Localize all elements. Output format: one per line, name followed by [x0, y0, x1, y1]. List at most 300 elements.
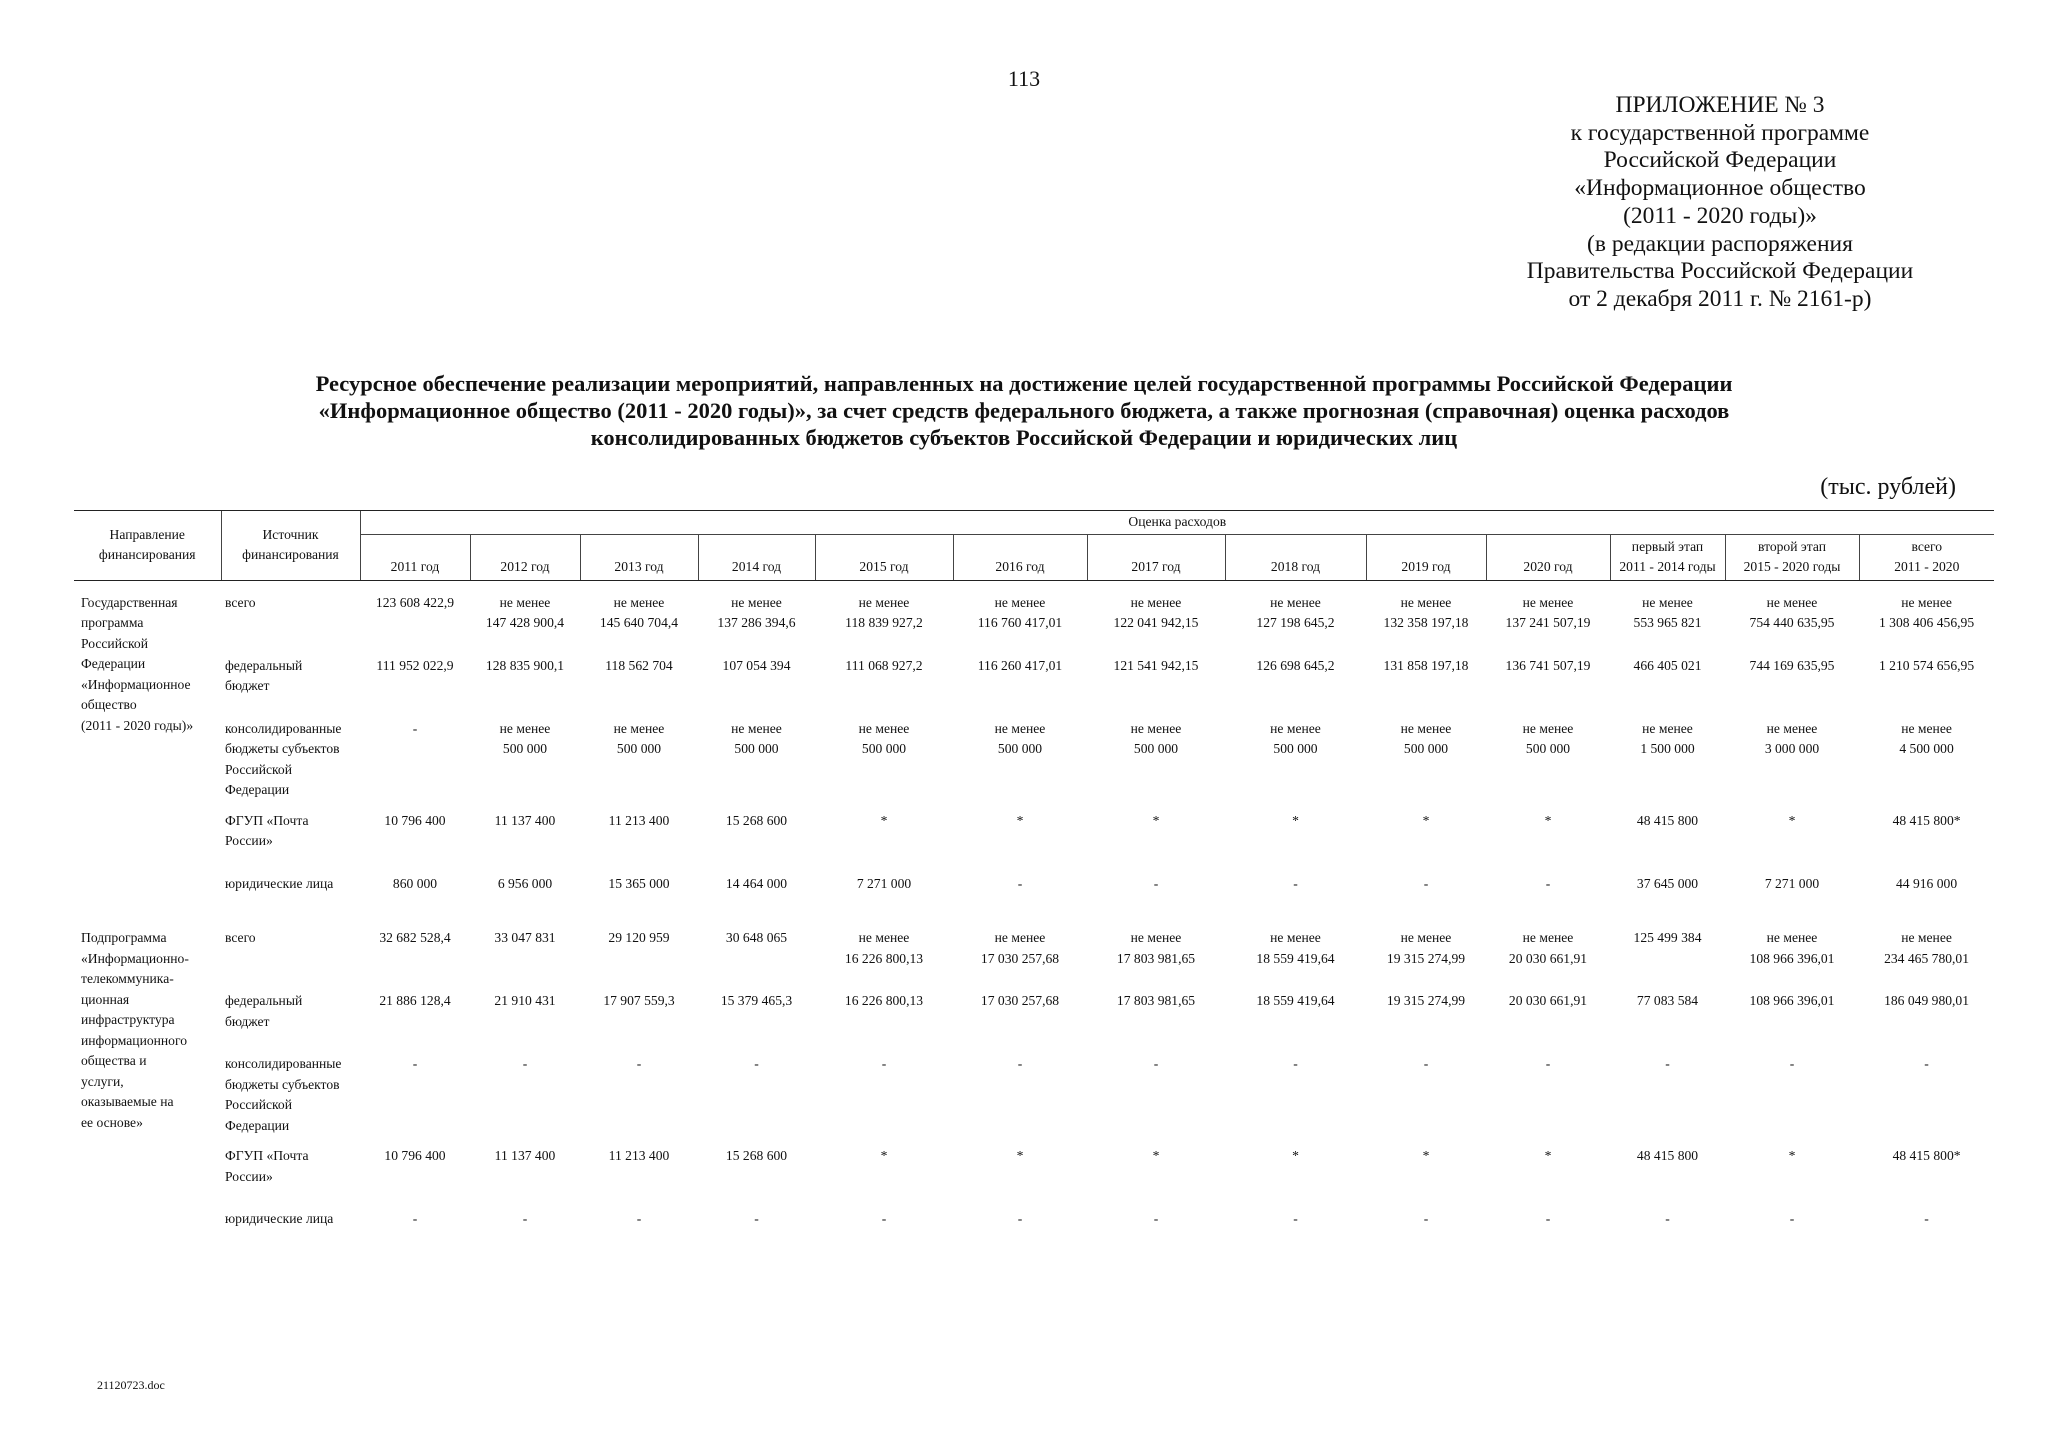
value-cell: [470, 1146, 580, 1209]
value-line: -: [1665, 1211, 1670, 1226]
value-line: не менее: [994, 720, 1046, 736]
value-cell: [815, 719, 953, 811]
value-line: 17 907 559,3: [603, 993, 675, 1008]
header-year: 2013 год: [580, 534, 698, 580]
value-cell: [815, 1054, 953, 1146]
value-cell: [1859, 656, 1994, 719]
value-line: не менее: [1901, 720, 1952, 736]
appendix-line: от 2 декабря 2011 г. № 2161-р): [1568, 285, 1872, 312]
source-line: всего: [225, 930, 256, 945]
value-line: 20 030 661,91: [1508, 950, 1588, 966]
value-cell: [815, 991, 953, 1054]
source-line: консолидированные: [225, 720, 342, 736]
header-year: 2016 год: [953, 534, 1087, 580]
value-line: -: [1293, 1056, 1298, 1071]
value-line: 136 741 507,19: [1505, 657, 1591, 673]
value-line: не менее: [1766, 720, 1818, 736]
value-line: -: [1545, 1056, 1551, 1071]
value-line: 77 083 584: [1636, 993, 1699, 1008]
value-cell: [580, 811, 698, 874]
value-line: -: [1153, 1211, 1159, 1226]
value-line: 11 137 400: [494, 1148, 556, 1163]
value-line: 118 839 927,2: [845, 615, 923, 630]
value-line: 466 405 021: [1633, 657, 1702, 673]
direction-cell: [74, 593, 221, 917]
value-cell: [1486, 811, 1610, 874]
value-line: 147 428 900,4: [485, 615, 565, 630]
value-cell: [470, 719, 580, 811]
value-cell: [580, 928, 698, 991]
value-cell: [698, 593, 815, 656]
value-cell: [953, 656, 1087, 719]
direction-line: общества и: [81, 1053, 147, 1068]
value-line: *: [1016, 1148, 1024, 1163]
header-stage-2: второй этап 2015 - 2020 годы: [1725, 534, 1859, 580]
value-line: не менее: [499, 720, 551, 736]
value-cell: [470, 991, 580, 1054]
value-cell: [1725, 811, 1859, 874]
value-cell: [953, 928, 1087, 991]
value-line: 132 358 197,18: [1383, 615, 1469, 630]
value-cell: [953, 811, 1087, 874]
value-line: 116 260 417,01: [977, 657, 1063, 673]
value-line: *: [1544, 1148, 1552, 1163]
value-cell: [1225, 1146, 1366, 1209]
value-line: 186 049 980,01: [1884, 993, 1970, 1008]
value-cell: [698, 656, 815, 719]
value-line: -: [1545, 875, 1551, 891]
value-cell: [1486, 1054, 1610, 1146]
title-line: Ресурсное обеспечение реализации мероприятий, направленных на достижение целей государственной программы Российской Федерации: [315, 371, 1733, 396]
value-line: 118 562 704: [605, 657, 673, 673]
value-cell: [815, 656, 953, 719]
value-line: *: [1422, 1148, 1430, 1163]
value-cell: [580, 1146, 698, 1209]
source-line: бюджет: [225, 1013, 270, 1029]
direction-line: ционная: [81, 991, 130, 1007]
value-cell: [470, 1054, 580, 1146]
appendix-line: Правительства Российской Федерации: [1526, 258, 1914, 285]
header-total: всего 2011 - 2020: [1859, 534, 1994, 580]
value-cell: [1366, 811, 1486, 874]
value-cell: [1486, 874, 1610, 917]
value-cell: [1087, 1209, 1225, 1252]
value-cell: [1366, 1209, 1486, 1252]
value-cell: [1486, 928, 1610, 991]
value-line: не менее: [1400, 594, 1452, 610]
value-cell: [953, 1209, 1087, 1252]
value-line: 122 041 942,15: [1113, 615, 1199, 630]
value-cell: [1610, 593, 1725, 656]
value-cell: [815, 1209, 953, 1252]
value-line: 108 966 396,01: [1749, 950, 1835, 966]
value-line: -: [522, 1056, 528, 1071]
value-cell: [953, 593, 1087, 656]
value-line: 500 000: [1133, 741, 1179, 756]
value-cell: [953, 719, 1087, 811]
value-cell: [1610, 1146, 1725, 1209]
value-line: -: [1789, 1211, 1795, 1226]
value-cell: [360, 1209, 470, 1252]
value-line: 500 000: [502, 741, 548, 756]
value-line: 15 379 465,3: [720, 993, 793, 1008]
value-cell: [1610, 991, 1725, 1054]
value-line: 1 210 574 656,95: [1878, 657, 1975, 673]
value-cell: [698, 874, 815, 917]
value-line: -: [881, 1211, 887, 1226]
value-cell: [1087, 1054, 1225, 1146]
value-cell: [1366, 719, 1486, 811]
value-line: не менее: [1766, 594, 1818, 610]
value-cell: [1610, 719, 1725, 811]
value-line: -: [1924, 1056, 1929, 1071]
source-cell: [221, 1209, 360, 1252]
value-cell: [1610, 811, 1725, 874]
value-line: не менее: [1766, 930, 1818, 945]
value-cell: [1366, 1146, 1486, 1209]
value-cell: [1859, 928, 1994, 991]
value-line: 14 464 000: [725, 875, 788, 891]
value-cell: [1725, 1209, 1859, 1252]
value-line: 137 241 507,19: [1505, 615, 1591, 630]
value-line: 21 910 431: [494, 993, 556, 1008]
value-line: -: [754, 1056, 759, 1071]
value-line: не менее: [731, 594, 782, 610]
value-line: не менее: [994, 930, 1046, 945]
source-line: всего: [225, 594, 256, 610]
value-line: 125 499 384: [1633, 930, 1702, 945]
source-line: России»: [225, 833, 273, 848]
value-cell: [1725, 991, 1859, 1054]
value-line: 16 226 800,13: [844, 993, 924, 1008]
appendix-line: ПРИЛОЖЕНИЕ № 3: [1615, 92, 1825, 118]
value-cell: [470, 811, 580, 874]
value-line: не менее: [1522, 930, 1574, 945]
value-line: 1 308 406 456,95: [1878, 615, 1975, 630]
spacer-row: [74, 580, 1994, 593]
value-line: 111 068 927,2: [845, 657, 923, 673]
table-row: [74, 874, 1994, 917]
value-line: не менее: [1270, 930, 1321, 945]
value-line: 18 559 419,64: [1256, 993, 1335, 1008]
header-expense-estimate: Оценка расходов: [360, 511, 1994, 535]
value-line: не менее: [1400, 720, 1452, 736]
value-cell: [1366, 1054, 1486, 1146]
value-cell: [360, 874, 470, 917]
title-line: «Информационное общество (2011 - 2020 годы)», за счет средств федерального бюджета, а также прогнозная (справочная) оценка расходов: [318, 398, 1730, 423]
value-cell: [1859, 593, 1994, 656]
value-line: 48 415 800*: [1892, 1148, 1961, 1163]
value-line: не менее: [1130, 720, 1182, 736]
value-cell: [1859, 1209, 1994, 1252]
value-cell: [580, 991, 698, 1054]
value-cell: [1087, 719, 1225, 811]
value-line: *: [1788, 812, 1796, 828]
value-cell: [815, 928, 953, 991]
value-line: 111 952 022,9: [376, 657, 454, 673]
value-line: -: [1017, 875, 1023, 891]
value-cell: [1859, 874, 1994, 917]
value-cell: [580, 874, 698, 917]
value-line: не менее: [731, 720, 782, 736]
value-cell: [1610, 1209, 1725, 1252]
source-cell: [221, 656, 360, 719]
value-line: 754 440 635,95: [1749, 615, 1835, 630]
header-year: 2012 год: [470, 534, 580, 580]
table-row: [74, 719, 1994, 811]
value-line: 500 000: [1403, 741, 1449, 756]
value-cell: [1087, 811, 1225, 874]
value-line: *: [1016, 812, 1024, 828]
value-line: 17 803 981,65: [1116, 993, 1196, 1008]
value-cell: [1486, 1146, 1610, 1209]
value-line: 131 858 197,18: [1383, 657, 1469, 673]
value-cell: [1486, 593, 1610, 656]
value-line: -: [1293, 875, 1298, 891]
document-title: [0, 370, 2048, 451]
direction-line: Государственная: [81, 594, 178, 610]
value-cell: [1725, 874, 1859, 917]
value-line: -: [1293, 1211, 1298, 1226]
value-cell: [1486, 719, 1610, 811]
value-line: -: [1789, 1056, 1795, 1071]
direction-cell: [74, 928, 221, 1252]
table-row: [74, 928, 1994, 991]
value-line: не менее: [1642, 594, 1693, 610]
value-cell: [953, 1054, 1087, 1146]
table-row: [74, 811, 1994, 874]
value-cell: [580, 656, 698, 719]
value-cell: [1610, 874, 1725, 917]
table-body: [74, 580, 1994, 1252]
title-line: консолидированных бюджетов субъектов Российской Федерации и юридических лиц: [590, 425, 1458, 450]
value-cell: [1859, 811, 1994, 874]
value-cell: [360, 811, 470, 874]
value-cell: [1725, 656, 1859, 719]
value-line: не менее: [1901, 930, 1952, 945]
source-line: юридические лица: [225, 1211, 334, 1226]
value-line: -: [636, 1211, 642, 1226]
value-cell: [953, 874, 1087, 917]
value-line: не менее: [1270, 594, 1321, 610]
value-line: 15 268 600: [725, 1148, 788, 1163]
value-line: *: [880, 812, 888, 828]
value-line: 500 000: [997, 741, 1043, 756]
value-line: -: [1423, 875, 1429, 891]
value-cell: [1859, 719, 1994, 811]
value-line: 18 559 419,64: [1256, 950, 1335, 966]
value-line: -: [1153, 875, 1159, 891]
value-cell: [698, 1146, 815, 1209]
value-line: 16 226 800,13: [844, 950, 924, 966]
value-cell: [1725, 593, 1859, 656]
table-row: [74, 991, 1994, 1054]
value-cell: [1225, 1054, 1366, 1146]
value-cell: [698, 928, 815, 991]
header-year: 2014 год: [698, 534, 815, 580]
value-cell: [698, 991, 815, 1054]
value-line: 7 271 000: [856, 875, 912, 891]
value-cell: [580, 719, 698, 811]
value-cell: [1366, 874, 1486, 917]
value-line: -: [1017, 1056, 1023, 1071]
value-line: 19 315 274,99: [1386, 993, 1466, 1008]
value-line: 6 956 000: [497, 875, 553, 891]
value-line: 20 030 661,91: [1508, 993, 1588, 1008]
value-line: -: [1423, 1056, 1429, 1071]
value-line: 116 760 417,01: [977, 615, 1063, 630]
value-line: не менее: [1270, 720, 1321, 736]
value-line: не менее: [1522, 720, 1574, 736]
value-cell: [360, 593, 470, 656]
direction-line: услуги,: [81, 1073, 124, 1089]
direction-line: «Информационно-: [81, 950, 189, 966]
value-cell: [1087, 1146, 1225, 1209]
value-line: не менее: [613, 720, 665, 736]
value-line: 44 916 000: [1895, 875, 1958, 891]
direction-line: инфраструктура: [81, 1012, 175, 1027]
value-line: *: [880, 1148, 888, 1163]
spacer-row: [74, 916, 1994, 928]
value-line: -: [412, 1211, 418, 1226]
appendix-line: к государственной программе: [1570, 119, 1870, 146]
value-line: 7 271 000: [1764, 875, 1820, 891]
source-cell: [221, 719, 360, 811]
value-cell: [360, 991, 470, 1054]
value-cell: [1225, 991, 1366, 1054]
value-line: не менее: [994, 594, 1046, 610]
source-line: России»: [225, 1168, 273, 1184]
value-line: не менее: [499, 594, 551, 610]
source-cell: [221, 593, 360, 656]
value-line: 15 365 000: [608, 875, 670, 891]
direction-line: «Информационное: [81, 676, 191, 692]
value-line: 107 054 394: [722, 657, 791, 673]
table-row: [74, 593, 1994, 656]
value-line: 19 315 274,99: [1386, 950, 1466, 966]
appendix-line: «Информационное общество: [1574, 175, 1866, 202]
value-cell: [470, 928, 580, 991]
value-cell: [1486, 656, 1610, 719]
value-line: 1 500 000: [1640, 741, 1695, 756]
value-line: 500 000: [734, 741, 779, 756]
value-line: 15 268 600: [725, 812, 788, 828]
value-cell: [1087, 593, 1225, 656]
direction-line: общество: [81, 697, 137, 712]
direction-line: оказываемые на: [81, 1094, 174, 1109]
value-cell: [1087, 656, 1225, 719]
value-line: -: [1423, 1211, 1429, 1226]
page-number: 113: [1007, 66, 1041, 91]
source-line: бюджеты субъектов: [225, 1076, 340, 1092]
appendix-line: Российской Федерации: [1603, 147, 1837, 174]
value-cell: [360, 928, 470, 991]
value-line: 500 000: [1525, 741, 1571, 756]
source-line: бюджеты субъектов: [225, 741, 340, 756]
footer-filename: 21120723.doc: [97, 1378, 165, 1392]
value-cell: [360, 719, 470, 811]
value-line: 121 541 942,15: [1113, 657, 1199, 673]
header-year: 2018 год: [1225, 534, 1366, 580]
value-cell: [1225, 593, 1366, 656]
value-line: 11 213 400: [608, 812, 670, 828]
value-cell: [1610, 1054, 1725, 1146]
value-cell: [698, 1209, 815, 1252]
source-line: Российской: [225, 1097, 292, 1112]
value-line: 48 415 800: [1636, 1148, 1699, 1163]
value-line: 10 796 400: [384, 812, 446, 828]
header-direction: Направление финансирования: [74, 511, 221, 581]
source-cell: [221, 1146, 360, 1209]
value-line: 500 000: [616, 741, 662, 756]
value-cell: [1486, 1209, 1610, 1252]
value-line: не менее: [1130, 930, 1182, 945]
value-line: -: [1924, 1211, 1929, 1226]
header-year: 2011 год: [360, 534, 470, 580]
value-line: 128 835 900,1: [485, 657, 565, 673]
appendix-line: (в редакции распоряжения: [1587, 230, 1853, 257]
value-line: -: [522, 1211, 528, 1226]
value-line: 137 286 394,6: [717, 615, 796, 630]
source-cell: [221, 928, 360, 991]
value-line: 17 030 257,68: [980, 993, 1060, 1008]
value-line: 500 000: [1273, 741, 1318, 756]
value-line: не менее: [858, 930, 910, 945]
value-line: не менее: [1400, 930, 1452, 945]
value-line: *: [1292, 1148, 1299, 1163]
value-line: 48 415 800: [1636, 812, 1699, 828]
table-row: [74, 1054, 1994, 1146]
value-cell: [1486, 991, 1610, 1054]
value-line: 860 000: [392, 875, 438, 891]
value-cell: [1225, 874, 1366, 917]
value-line: 17 030 257,68: [980, 950, 1060, 966]
value-cell: [1087, 928, 1225, 991]
value-cell: [360, 656, 470, 719]
source-line: бюджет: [225, 678, 270, 693]
value-cell: [953, 991, 1087, 1054]
value-cell: [1725, 1146, 1859, 1209]
source-cell: [221, 811, 360, 874]
value-cell: [470, 656, 580, 719]
value-cell: [1225, 656, 1366, 719]
value-cell: [1859, 991, 1994, 1054]
source-line: юридические лица: [225, 875, 334, 891]
value-cell: [1610, 928, 1725, 991]
value-line: не менее: [1522, 594, 1574, 610]
value-cell: [1725, 1054, 1859, 1146]
units-label: (тыс. рублей): [1820, 474, 1956, 500]
source-line: федеральный: [225, 993, 303, 1008]
value-line: -: [1545, 1211, 1551, 1226]
value-line: 48 415 800*: [1892, 812, 1961, 828]
direction-line: информационного: [81, 1032, 188, 1048]
value-line: не менее: [613, 594, 665, 610]
value-cell: [470, 874, 580, 917]
source-line: Российской: [225, 761, 292, 777]
value-cell: [1225, 811, 1366, 874]
value-line: *: [1544, 812, 1552, 828]
value-line: 29 120 959: [608, 930, 670, 945]
value-line: -: [881, 1056, 887, 1071]
value-cell: [698, 719, 815, 811]
value-cell: [1725, 928, 1859, 991]
value-cell: [815, 593, 953, 656]
source-line: консолидированные: [225, 1056, 342, 1071]
value-line: *: [1152, 1148, 1160, 1163]
table-row: [74, 1146, 1994, 1209]
value-cell: [1366, 928, 1486, 991]
